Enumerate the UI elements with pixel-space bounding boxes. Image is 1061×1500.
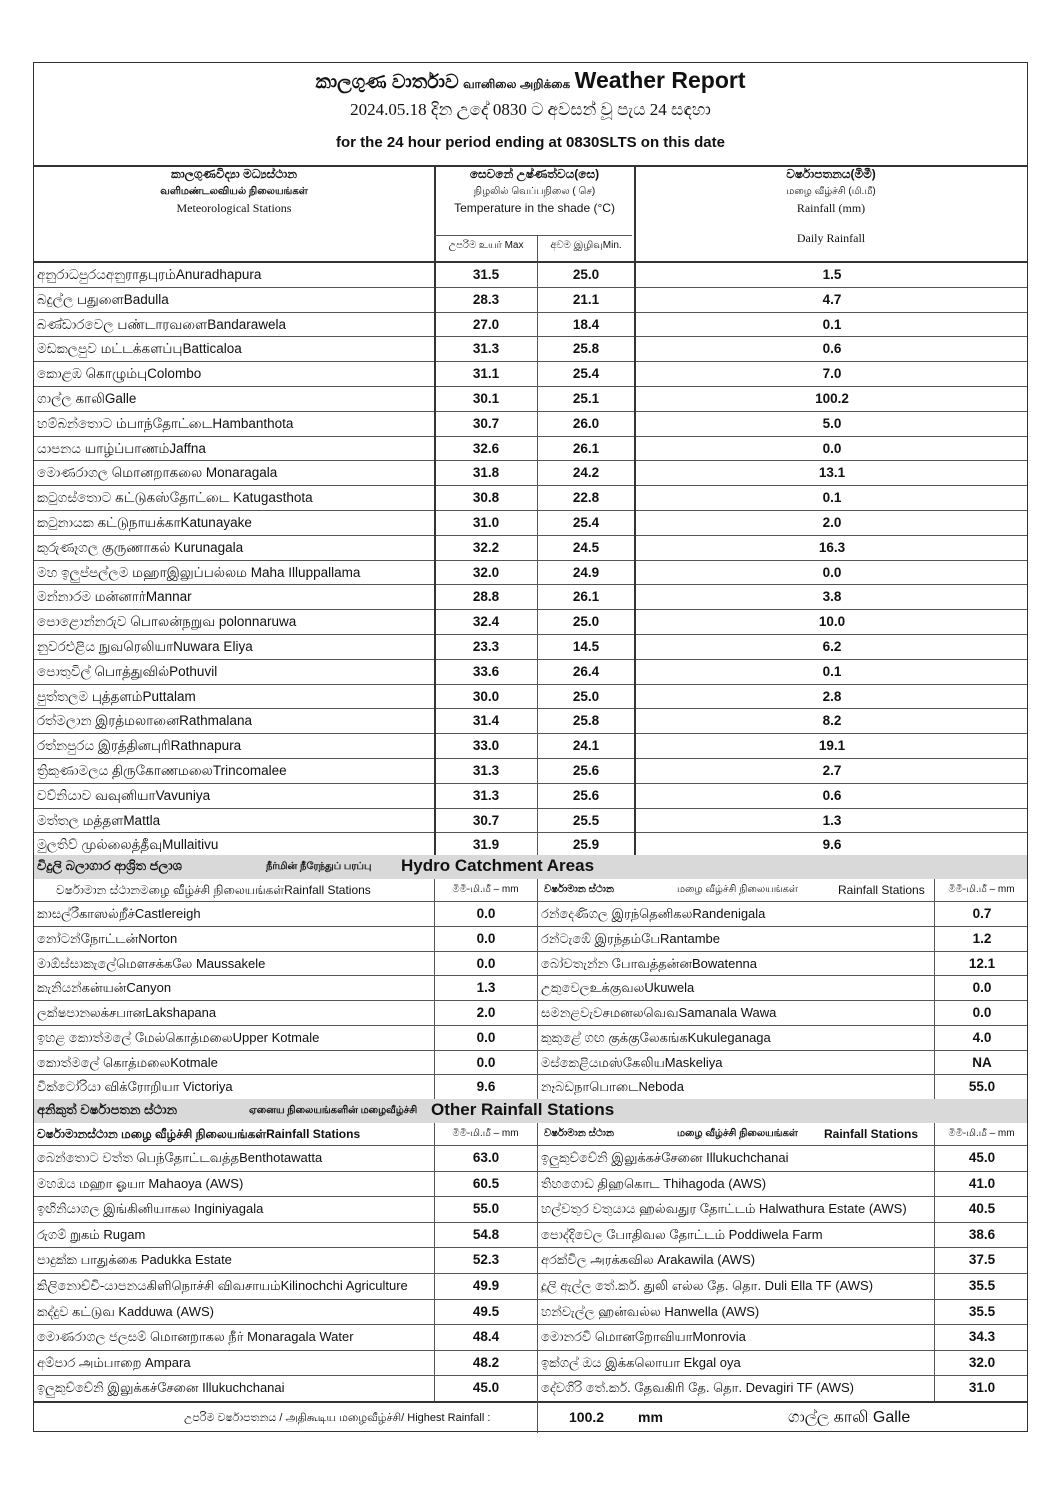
rainfall: 1.3 [822, 812, 842, 828]
title-english: Weather Report [574, 67, 746, 93]
column-divider [434, 1123, 435, 1401]
row-divider [34, 659, 1027, 660]
station-name: ත්‍රිකුණාමලය திருகோணமலைTrincomalee [37, 763, 287, 778]
rainfall: 0.0 [822, 564, 842, 580]
row-divider [34, 951, 1027, 952]
column-divider [634, 262, 636, 857]
rainfall: 5.0 [822, 415, 842, 431]
station-name: කුකුළේ ගඟ குக்குலேகங்கKukuleganaga [541, 1029, 771, 1045]
min-temp: 21.1 [572, 291, 600, 307]
station-name: නුවරඑළිය நுவரெலியாNuwara Eliya [37, 639, 253, 654]
rainfall: 48.2 [472, 1354, 500, 1370]
rainfall: 41.0 [968, 1175, 996, 1191]
row-divider [34, 1375, 1027, 1376]
rainfall: 6.2 [822, 639, 842, 654]
hydro-title-en: Hydro Catchment Areas [401, 856, 595, 875]
station-name: අනුරාධපුරයඅනුராதபுரம்Anuradhapura [37, 267, 262, 282]
min-temp: 26.0 [572, 415, 600, 431]
rainfall: 32.0 [968, 1354, 996, 1370]
max-temp: 27.0 [472, 316, 500, 332]
min-temp: 25.6 [572, 787, 600, 803]
rainfall: 0.0 [476, 930, 496, 946]
divider [34, 1401, 1027, 1403]
min-temp: 26.1 [572, 589, 600, 605]
rain-header-si: වර්ෂාපතනය(මිමී) [786, 167, 876, 181]
stations-header-si: කාලගුණවිද්‍යා මධ්‍යස්ථාන [170, 167, 298, 181]
stations-header [34, 167, 434, 216]
rainfall: 2.0 [822, 515, 842, 530]
highest-rainfall-station: ගාල්ල காலி Galle [788, 1409, 911, 1426]
min-temp: 25.0 [572, 688, 600, 704]
station-name: රන්ටැඹේ இரந்தம்பேRantambe [541, 930, 720, 946]
min-header: අවම இழிவுMin. [550, 240, 622, 251]
station-name: මත්තල மத்தளMattla [37, 812, 161, 828]
station-name: අරක්විල அரக்கவில Arakawila (AWS) [541, 1252, 756, 1268]
min-temp: 24.5 [572, 539, 600, 555]
station-name: ඉලුකුච්චේනි இலுக்கச்சேனை Illukuchchanai [541, 1150, 789, 1165]
row-divider [34, 1025, 1027, 1026]
station-name: රුගම් றுகம் Rugam [37, 1226, 146, 1242]
rain-header [635, 167, 1027, 246]
row-divider [34, 1299, 1027, 1300]
rainfall: 2.0 [476, 1005, 496, 1020]
min-temp: 24.2 [572, 465, 600, 481]
row-divider [34, 832, 1027, 833]
station-name: බදුල්ල பதுளைBadulla [37, 291, 169, 307]
row-divider [34, 386, 1027, 387]
max-temp: 30.7 [472, 812, 500, 828]
period-line: for the 24 hour period ending at 0830SLTS on this date [336, 134, 725, 151]
rainfall: 1.5 [822, 267, 842, 282]
rainfall: 0.7 [972, 906, 992, 921]
max-temp: 33.0 [472, 738, 500, 754]
daily-rainfall-label: Daily Rainfall [796, 231, 866, 245]
min-temp: 25.0 [572, 614, 600, 630]
max-temp: 30.0 [472, 688, 500, 704]
row-divider [34, 1074, 1027, 1075]
station-name: නෑබඩநாபொடைNeboda [541, 1079, 685, 1095]
rainfall: 0.0 [476, 955, 496, 971]
rainfall: 19.1 [818, 738, 846, 754]
station-name: අම්පාර அம்பாறை Ampara [37, 1354, 191, 1370]
rainfall: 63.0 [472, 1150, 500, 1165]
row-divider [34, 485, 1027, 486]
row-divider [34, 758, 1027, 759]
station-name: කුරුණෑගල குருணாகல் Kurunagala [37, 539, 244, 555]
rainfall: 45.0 [472, 1380, 500, 1396]
row-divider [34, 436, 1027, 437]
rainfall: 45.0 [968, 1150, 996, 1165]
max-temp: 30.1 [472, 391, 500, 406]
station-name: කොළඹ கொழும்புColombo [37, 366, 202, 382]
min-temp: 25.8 [572, 341, 600, 357]
rainfall: NA [972, 1054, 992, 1070]
station-name: පොද්දිවෙල போதிவல தோட்டம் Poddiwela Farm [541, 1226, 823, 1242]
row-divider [34, 460, 1027, 461]
min-temp: 26.4 [572, 663, 600, 679]
station-name: හල්වතුර වතුයාය ஹல்வதுர தோட்டம் Halwathura Estate (AWS) [541, 1201, 907, 1217]
max-temp: 32.6 [472, 440, 500, 456]
row-divider [34, 1000, 1027, 1001]
station-name: මස්කෙළියமஸ்கேலியMaskeliya [541, 1054, 723, 1070]
rainfall: 9.6 [476, 1079, 496, 1095]
min-temp: 25.4 [572, 515, 600, 530]
hydro-col-right-en: Rainfall Stations [838, 883, 925, 897]
title-tamil: வானிலை அறிக்கை [463, 77, 571, 91]
other-col-mm: මිමී-மி.மீ – mm [452, 1128, 519, 1139]
station-name: වික්ටෝරියා விக்ரோறியா Victoriya [37, 1079, 233, 1095]
date-line: 2024.05.18 දින උදේ 0830 ට අවසන් වූ පැය 24 සඳහා [350, 100, 711, 119]
rainfall: 100.2 [815, 391, 849, 406]
station-name: හම්බන්තොට ம்பாந்தோட்டைHambanthota [37, 415, 294, 431]
min-temp: 25.8 [572, 713, 600, 729]
rainfall: 10.0 [818, 614, 846, 630]
rainfall: 35.5 [968, 1278, 996, 1293]
rainfall: 16.3 [818, 539, 846, 555]
max-temp: 23.3 [472, 639, 500, 654]
rainfall: 31.0 [968, 1380, 996, 1396]
hydro-column-header [34, 879, 1027, 901]
other-col-right-en: Rainfall Stations [824, 1127, 919, 1141]
min-temp: 22.8 [572, 490, 600, 506]
column-divider [434, 262, 436, 857]
station-name: කිලිනොච්චි-යාපනයகிளிநொச்சி விவசாயம்Kilinochchi Agriculture [37, 1278, 408, 1293]
max-temp: 32.0 [472, 564, 500, 580]
hydro-col-stations: වර්ෂාමාන ස්ථානමழை வீழ்ச்சி நிலையங்கள்Rainfall Stations [56, 883, 371, 897]
min-temp: 18.4 [572, 316, 600, 332]
station-name: බෝවතැන්න போவத்தன்னBowatenna [541, 955, 758, 971]
station-name: පොතුවිල් பொத்துவில்Pothuvil [37, 663, 218, 679]
rainfall: 49.9 [472, 1278, 500, 1293]
station-name: මන්නාරම மன்னார்Mannar [37, 589, 192, 605]
rainfall: 4.0 [972, 1029, 992, 1045]
rainfall: 0.0 [476, 906, 496, 921]
max-temp: 31.3 [472, 341, 500, 357]
station-name: දූලි ඇල්ල තේ.කර්. துலி எல்ல தே. தொ. Duli Ella TF (AWS) [541, 1278, 874, 1293]
station-name: කටුනායක கட்டுநாயக்காKatunayake [37, 515, 252, 530]
hydro-col-right-ta: மழை வீழ்ச்சி நிலையங்கள் [677, 884, 798, 895]
min-temp: 24.9 [572, 564, 600, 580]
station-name: කද්දුව கட்டுவ Kadduwa (AWS) [37, 1303, 214, 1319]
rainfall: 12.1 [968, 955, 996, 971]
temp-header [435, 167, 634, 215]
rainfall: 2.8 [822, 688, 842, 704]
rain-header-en: Rainfall (mm) [796, 201, 866, 215]
row-divider [34, 684, 1027, 685]
rainfall: 35.5 [968, 1303, 996, 1319]
row-divider [34, 510, 1027, 511]
station-name: රත්මලාන இரத்மலானைRathmalana [37, 713, 252, 729]
station-name: දේවගිරි තේ.කර්. தேவகிரி தே. தொ. Devagiri TF (AWS) [541, 1380, 855, 1396]
row-divider [34, 708, 1027, 709]
row-divider [34, 901, 1027, 902]
temp-header-si: සෙවනේ උෂ්ණත්වය(සෙ) [469, 167, 600, 181]
other-column-header [34, 1123, 1027, 1145]
column-divider [537, 1123, 538, 1401]
rainfall: 0.1 [822, 663, 842, 679]
column-divider [934, 879, 935, 1099]
other-title-en: Other Rainfall Stations [431, 1100, 615, 1119]
station-name: බෙන්තොට වත්ත பெந்தோட்டவத்தBenthotawatta [37, 1150, 323, 1165]
station-name: හන්වැල්ල ஹன்வல்ல Hanwella (AWS) [541, 1303, 760, 1319]
max-temp: 31.4 [472, 713, 500, 729]
row-divider [34, 1273, 1027, 1274]
row-divider [34, 535, 1027, 536]
divider [34, 261, 1027, 263]
row-divider [34, 783, 1027, 784]
station-name: නෝටන්நோட்டன்Norton [37, 930, 178, 946]
rainfall: 0.6 [822, 341, 842, 357]
row-divider [34, 609, 1027, 610]
max-temp: 28.8 [472, 589, 500, 605]
rainfall: 0.6 [822, 787, 842, 803]
rainfall: 37.5 [968, 1252, 996, 1268]
temp-header-ta: நிழலில் வெப்பநிலை ( செ) [473, 186, 596, 197]
max-temp: 31.3 [472, 787, 500, 803]
rainfall: 0.0 [822, 440, 842, 456]
station-name: පාදුක්ක பாதுக்கை Padukka Estate [37, 1252, 232, 1268]
other-col-right-ta: மழை வீழ்ச்சி நிலையங்கள் [677, 1128, 798, 1139]
rainfall: 40.5 [968, 1201, 996, 1217]
other-title-ta: ஏனைய நிலையங்களின் மழைவீழ்ச்சி [249, 1105, 418, 1116]
rainfall: 0.0 [476, 1054, 496, 1070]
station-name: කොත්මලේ கொத்மலைKotmale [37, 1054, 218, 1070]
divider [434, 235, 632, 236]
station-name: මාඕස්සාකැලේமௌசக்கலே Maussakele [37, 955, 266, 971]
station-name: තිහගොඩ திஹகொட Thihagoda (AWS) [541, 1175, 767, 1191]
min-temp: 25.5 [572, 812, 600, 828]
rainfall: 9.6 [822, 837, 842, 853]
station-name: වව්නියාව வவுனியாVavuniya [37, 787, 211, 803]
max-temp: 33.6 [472, 663, 500, 679]
max-temp: 31.0 [472, 515, 500, 530]
row-divider [34, 808, 1027, 809]
row-divider [34, 312, 1027, 313]
rain-header-ta: மழை வீழ்ச்சி (மி.மீ) [786, 186, 876, 197]
station-name: යාපනය யாழ்ப்பாணம்Jaffna [37, 440, 206, 456]
row-divider [34, 1222, 1027, 1223]
hydro-title-ta: நீர்மின் நீரேந்துப் பரப்பு [266, 861, 372, 872]
max-header: උපරිම‍ உயர் Max [448, 240, 524, 251]
row-divider [34, 926, 1027, 927]
rainfall: 38.6 [968, 1226, 996, 1242]
min-temp: 25.0 [572, 267, 600, 282]
other-col-mm-right: මිමී-மி.மீ – mm [948, 1128, 1015, 1139]
rainfall: 7.0 [822, 366, 842, 382]
rainfall: 1.2 [972, 930, 992, 946]
station-name: රන්දෙණිගල இரந்தெனிகலRandenigala [541, 906, 766, 921]
column-divider [537, 262, 538, 857]
report-title [34, 67, 1027, 94]
hydro-title-si: විදුලි බලාගාර ආශ්‍රිත ජලාශ [37, 858, 182, 873]
min-temp: 14.5 [572, 639, 600, 654]
station-name: ඉලුකුච්චේනි இலுக்கச்சேனை Illukuchchanai [37, 1380, 285, 1396]
min-temp: 25.6 [572, 763, 600, 778]
column-divider [934, 1123, 935, 1401]
station-name: මොනරවි மொனறோவியாMonrovia [541, 1329, 746, 1345]
min-temp: 26.1 [572, 440, 600, 456]
rainfall: 0.1 [822, 316, 842, 332]
row-divider [34, 411, 1027, 412]
column-divider [537, 879, 538, 1099]
rainfall: 0.0 [476, 1029, 496, 1045]
other-section-header [34, 1099, 1027, 1123]
row-divider [34, 287, 1027, 288]
rainfall: 0.1 [822, 490, 842, 506]
station-name: කැනියන්கன்யன்Canyon [37, 980, 172, 996]
temp-header-en: Temperature in the shade (°C) [454, 201, 615, 215]
rainfall: 0.0 [972, 980, 992, 996]
max-temp: 31.3 [472, 763, 500, 778]
row-divider [34, 361, 1027, 362]
station-name: ගාල්ල காலிGalle [37, 391, 137, 406]
station-name: සමනළවැවசமனலவெவSamanala Wawa [541, 1005, 777, 1020]
row-divider [34, 1050, 1027, 1051]
station-name: කාසල්රීகாஸல்றீச்Castlereigh [37, 906, 201, 921]
other-title-si: අනිකුත් වර්ෂාපතන ස්ථාන [37, 1102, 178, 1117]
max-temp: 31.5 [472, 267, 500, 282]
row-divider [34, 1171, 1027, 1172]
station-name: ලක්ෂපානலக்சபானLakshapana [37, 1005, 217, 1020]
row-divider [34, 733, 1027, 734]
stations-header-en: Meteorological Stations [176, 201, 292, 215]
row-divider [34, 634, 1027, 635]
row-divider [34, 1145, 1027, 1146]
title-sinhala: කාලගුණ වාර්තාව [315, 72, 459, 93]
station-name: කටුගස්තොට கட்டுகஸ்தோட்டை Katugasthota [37, 490, 313, 506]
rainfall: 55.0 [968, 1079, 996, 1095]
rainfall: 2.7 [822, 763, 842, 778]
hydro-col-mm: මිමී-மி.மீ – mm [452, 884, 519, 895]
rainfall: 55.0 [472, 1201, 500, 1217]
rainfall: 3.8 [822, 589, 842, 605]
station-name: රත්නපුරය இரத்தினபுரிRathnapura [37, 738, 242, 754]
row-divider [34, 1350, 1027, 1351]
station-name: ඉහළ කොත්මලේ மேல்கொத்மலைUpper Kotmale [37, 1029, 320, 1045]
station-name: මහ ඉලුප්පල්ලම மஹாஇலுப்பல்லம Maha Illuppallama [37, 564, 361, 580]
station-name: ඉඟිනියාගල இங்கினியாகல Inginiyagala [37, 1201, 264, 1217]
station-name: ඉක්ගල් ඔය இக்கலொயா Ekgal oya [541, 1354, 741, 1370]
max-temp: 31.8 [472, 465, 500, 481]
rainfall: 52.3 [472, 1252, 500, 1268]
station-name: මොණරාගල ජලසම් மொனறாகல நீர் Monaragala Water [37, 1329, 354, 1345]
hydro-col-mm-right: මිමී-மி.மீ – mm [948, 884, 1015, 895]
divider [537, 1401, 538, 1433]
highest-rainfall-label: උපරිම වර්ෂාපතනය / அதிகூடிய மழைவீழ்ச்சி/ Highest Rainfall : [184, 1412, 491, 1424]
station-name: මඩකලපුව மட்டக்களப்புBatticaloa [37, 341, 242, 357]
row-divider [34, 584, 1027, 585]
station-name: බණ්ඩාරවෙල பண்டாரவளைBandarawela [37, 316, 287, 332]
station-name: මහඔය மஹா ஓயா Mahaoya (AWS) [37, 1175, 244, 1191]
row-divider [34, 975, 1027, 976]
row-divider [34, 336, 1027, 337]
rainfall: 1.3 [476, 980, 496, 996]
min-temp: 25.1 [572, 391, 600, 406]
min-temp: 25.4 [572, 366, 600, 382]
rainfall: 8.2 [822, 713, 842, 729]
min-temp: 24.1 [572, 738, 600, 754]
station-name: මුලතිව් முல்லைத்தீவுMullaitivu [37, 837, 219, 853]
rainfall: 48.4 [472, 1329, 500, 1345]
max-temp: 30.8 [472, 490, 500, 506]
station-name: උකුවෙලஉக்குவலUkuwela [541, 980, 695, 996]
station-name: මොණරාගල மொனறாகலை Monaragala [37, 465, 278, 481]
row-divider [34, 560, 1027, 561]
rainfall: 60.5 [472, 1175, 500, 1191]
rainfall: 54.8 [472, 1226, 500, 1242]
max-temp: 31.1 [472, 366, 500, 382]
column-divider [434, 879, 435, 1099]
station-name: පුත්තලම புத்தளம்Puttalam [37, 688, 196, 704]
row-divider [34, 1324, 1027, 1325]
max-temp: 31.9 [472, 837, 500, 853]
other-col-stations: වර්ෂාමානස්ථාන மழை வீழ்ச்சி நிலையங்கள்Rainfall Stations [37, 1127, 361, 1141]
row-divider [34, 1247, 1027, 1248]
max-temp: 32.2 [472, 539, 500, 555]
max-temp: 28.3 [472, 291, 500, 307]
row-divider [34, 1196, 1027, 1197]
max-temp: 32.4 [472, 614, 500, 630]
rainfall: 34.3 [968, 1329, 996, 1345]
rainfall: 0.0 [972, 1005, 992, 1020]
report-frame [33, 62, 1028, 1432]
highest-rainfall-value: 100.2 [569, 1409, 605, 1425]
station-name: පොළොන්නරුව பொலன்நறுவ polonnaruwa [37, 614, 297, 630]
other-col-right-si: වර්ෂාමාන ස්ථාන [544, 1128, 615, 1139]
rainfall: 13.1 [818, 465, 846, 481]
rainfall: 49.5 [472, 1303, 500, 1319]
hydro-section-header [34, 855, 1027, 879]
max-temp: 30.7 [472, 415, 500, 431]
hydro-col-right-si: වර්ෂාමාන ස්ථාන [544, 884, 615, 895]
highest-rainfall-unit: mm [638, 1409, 663, 1425]
stations-header-ta: வளிமண்டலவியல் நிலையங்கள் [160, 186, 308, 197]
rainfall: 4.7 [822, 291, 842, 307]
min-temp: 25.9 [572, 837, 600, 853]
